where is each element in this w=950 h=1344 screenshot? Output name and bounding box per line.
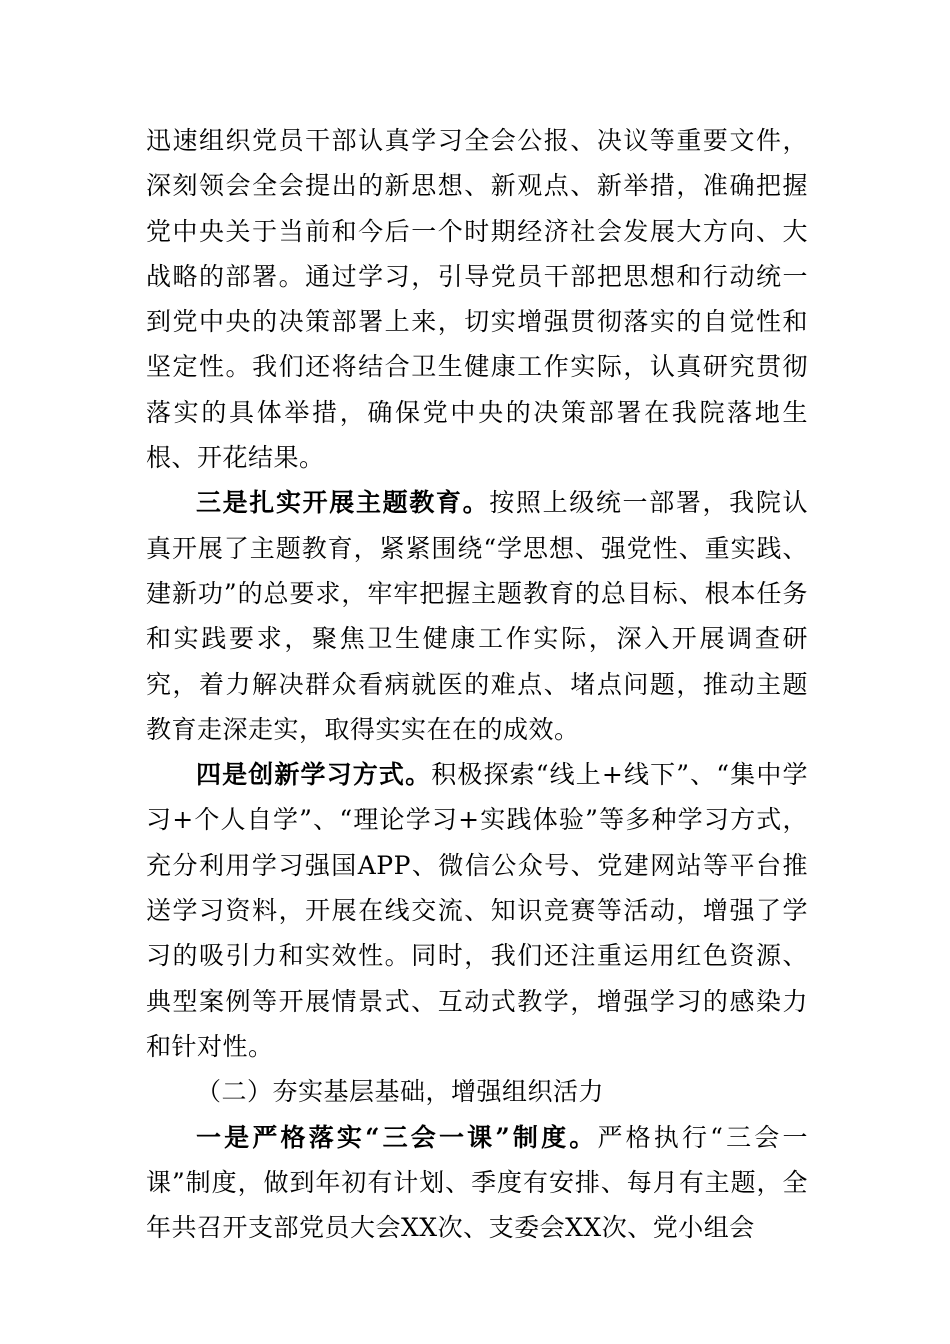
paragraph-theme-education [146,480,808,752]
section-heading [146,1069,808,1114]
document-body [146,118,808,1250]
paragraph-lead: 四是创新学习方式。 [196,760,432,790]
paragraph-text: 积极探索“线上+线下”、“集中学习+个人自学”、“理论学习+实践体验”等多种学习方式，充分利用学习强国APP、微信公众号、党建网站等平台推送学习资料，开展在线交流、知识竞赛等活动，增强了学习的吸引力和实效性。同时，我们还注重运用红色资源、典型案例等开展情景式、互动式教学，增强学习的感染力和针对性。 [146,760,808,1061]
paragraph-text: 严格执行“三会一课”制度，做到年初有计划、季度有安排、每月有主题，全年共召开支部党员大会XX次、支委会XX次、党小组会 [146,1122,808,1243]
paragraph-text: 按照上级统一部署，我院认真开展了主题教育，紧紧围绕“学思想、强党性、重实践、建新功”的总要求，牢牢把握主题教育的总目标、根本任务和实践要求，聚焦卫生健康工作实际，深入开展调查研究，着力解决群众看病就医的难点、堵点问题，推动主题教育走深走实，取得实实在在的成效。 [146,488,808,744]
paragraph-study-plenary [146,118,808,480]
paragraph-learning-methods [146,752,808,1069]
section-heading-text: （二）夯实基层基础，增强组织活力 [196,1077,605,1107]
paragraph-lead: 一是严格落实“三会一课”制度。 [196,1122,598,1152]
paragraph-three-meetings [146,1115,808,1251]
paragraph-lead: 三是扎实开展主题教育。 [196,488,490,518]
paragraph-text: 迅速组织党员干部认真学习全会公报、决议等重要文件，深刻领会全会提出的新思想、新观点、新举措，准确把握党中央关于当前和今后一个时期经济社会发展大方向、大战略的部署。通过学习，引导党员干部把思想和行动统一到党中央的决策部署上来，切实增强贯彻落实的自觉性和坚定性。我们还将结合卫生健康工作实际，认真研究贯彻落实的具体举措，确保党中央的决策部署在我院落地生根、开花结果。 [146,126,808,473]
